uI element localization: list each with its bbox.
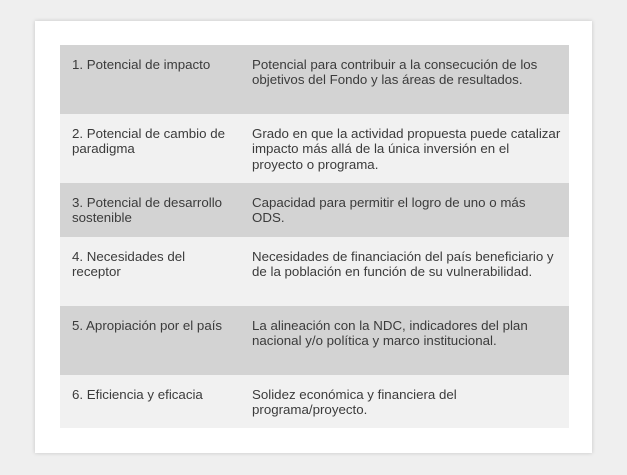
- criterion-name: 4. Necesidades del receptor: [60, 237, 240, 306]
- criterion-description: La alineación con la NDC, indicadores del plan nacional y/o política y marco institucional.: [240, 306, 569, 375]
- criterion-name: 2. Potencial de cambio de paradigma: [60, 114, 240, 183]
- table-row: [60, 237, 569, 306]
- criterion-description: Potencial para contribuir a la consecución de los objetivos del Fondo y las áreas de resultados.: [240, 45, 569, 114]
- table-row: [60, 375, 569, 428]
- criterion-name: 3. Potencial de desarrollo sostenible: [60, 183, 240, 237]
- criterion-description: Necesidades de financiación del país beneficiario y de la población en función de su vulnerabilidad.: [240, 237, 569, 306]
- table-row: [60, 306, 569, 375]
- table-row: [60, 114, 569, 183]
- criterion-description: Grado en que la actividad propuesta puede catalizar impacto más allá de la única inversión en el proyecto o programa.: [240, 114, 569, 183]
- criteria-table: [60, 45, 569, 428]
- criterion-name: 6. Eficiencia y eficacia: [60, 375, 240, 428]
- table-row: [60, 183, 569, 237]
- criterion-description: Solidez económica y financiera del programa/proyecto.: [240, 375, 569, 428]
- criterion-description: Capacidad para permitir el logro de uno o más ODS.: [240, 183, 569, 237]
- criterion-name: 5. Apropiación por el país: [60, 306, 240, 375]
- table-row: [60, 45, 569, 114]
- criterion-name: 1. Potencial de impacto: [60, 45, 240, 114]
